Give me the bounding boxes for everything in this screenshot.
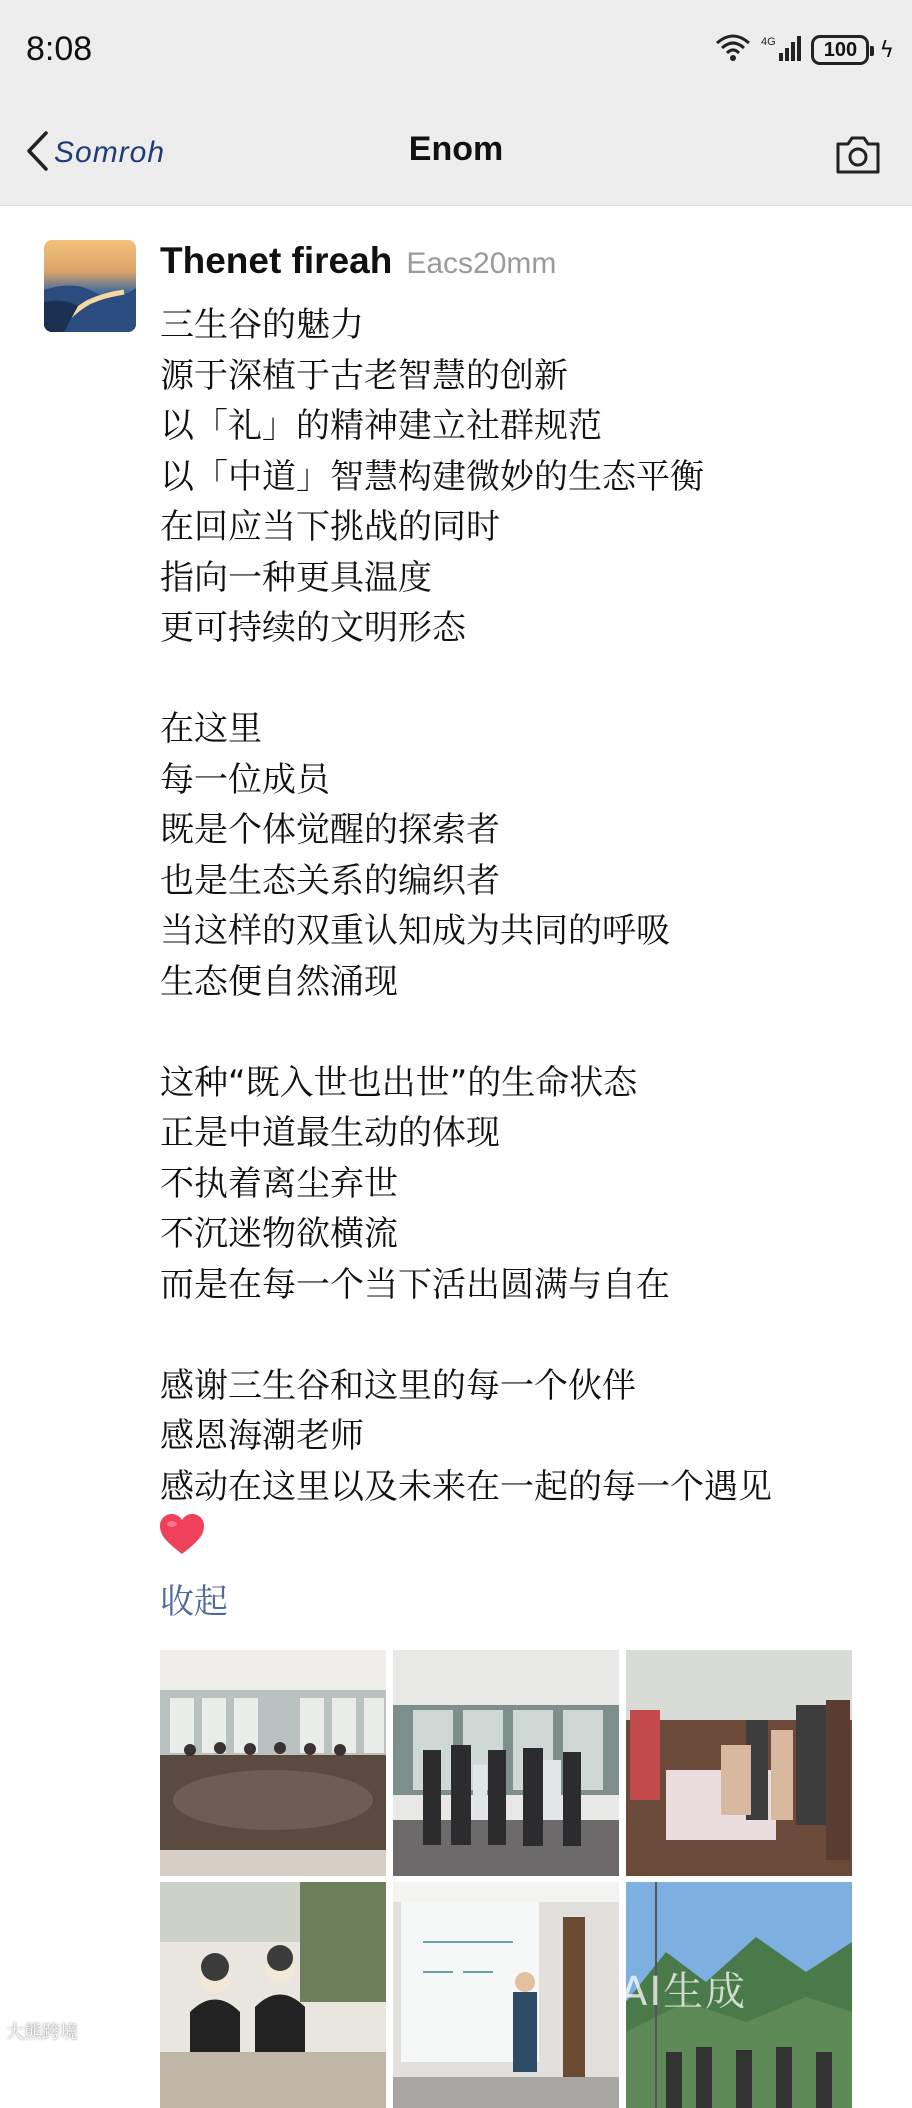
paragraph-gap (160, 1310, 890, 1361)
photo-group-standing[interactable] (393, 1650, 619, 1876)
paragraph-gap (160, 654, 890, 705)
post-line: 感恩海潮老师 (160, 1416, 364, 1456)
avatar[interactable] (44, 240, 136, 332)
post-line: 正是中道最生动的体现 (160, 1113, 500, 1153)
status-bar (0, 0, 912, 100)
paragraph-gap (160, 1007, 890, 1058)
signal-icon (761, 33, 801, 67)
post-line: 而是在每一个当下活出圆满与自在 (160, 1264, 670, 1305)
battery-icon (811, 35, 869, 65)
post-line: 以「礼」的精神建立社群规范 (160, 406, 602, 446)
post-line: 既是个体觉醒的探索者 (160, 810, 500, 850)
post-line: 每一位成员 (160, 759, 330, 800)
post-time: Eacs20mm (406, 247, 557, 280)
post-line: 当这样的双重认知成为共同的呼吸 (160, 911, 670, 951)
post-line: 感动在这里以及未来在一起的每一个遇见 (160, 1466, 772, 1507)
post-line: 这种“既入世也出世”的生命状态 (160, 1062, 638, 1103)
post-body (160, 300, 890, 1512)
ai-watermark: AI生成 (620, 1969, 748, 2015)
weibo-watermark: 大熊跨境 (6, 2022, 78, 2043)
post-line: 也是生态关系的编织者 (160, 860, 500, 901)
post-line: 源于深植于古老智慧的创新 (160, 355, 568, 396)
photo-presentation-screen[interactable] (393, 1882, 619, 2108)
post-line: 感谢三生谷和这里的每一个伙伴 (160, 1365, 636, 1406)
charging-icon: ϟ (879, 37, 894, 63)
back-label: Soтroh (54, 136, 166, 169)
page-title: Enom (408, 130, 504, 168)
post-line: 指向一种更具温度 (160, 557, 432, 598)
heart-icon (158, 1512, 206, 1556)
post-line: 不沉迷物欲横流 (160, 1214, 398, 1254)
svg-text:4G: 4G (761, 36, 777, 48)
post-header (160, 240, 556, 286)
author-name[interactable]: Thenet fireah (160, 240, 393, 281)
status-icons (715, 30, 894, 70)
post-line: 更可持续的文明形态 (160, 608, 466, 648)
post-line: 在这里 (160, 709, 262, 749)
post-line: 以「中道」智慧构建微妙的生态平衡 (160, 456, 704, 497)
camera-icon (834, 161, 882, 180)
battery-level: 100 (823, 38, 858, 61)
wifi-icon (715, 33, 751, 67)
nav-bar (0, 100, 912, 206)
photo-people-seated-table[interactable] (160, 1882, 386, 2108)
post-line: 生态便自然涌现 (160, 961, 398, 1002)
post-line: 在回应当下挑战的同时 (160, 507, 500, 547)
camera-button[interactable] (834, 132, 882, 176)
collapse-link[interactable]: 收起 (160, 1582, 228, 1622)
status-time: 8:08 (26, 30, 93, 68)
post-line: 不执着离尘弃世 (160, 1163, 398, 1204)
post-line: 三生谷的魅力 (160, 305, 364, 345)
photo-hall-meditation[interactable] (160, 1650, 386, 1876)
photo-people-floor-activity[interactable] (626, 1650, 852, 1876)
